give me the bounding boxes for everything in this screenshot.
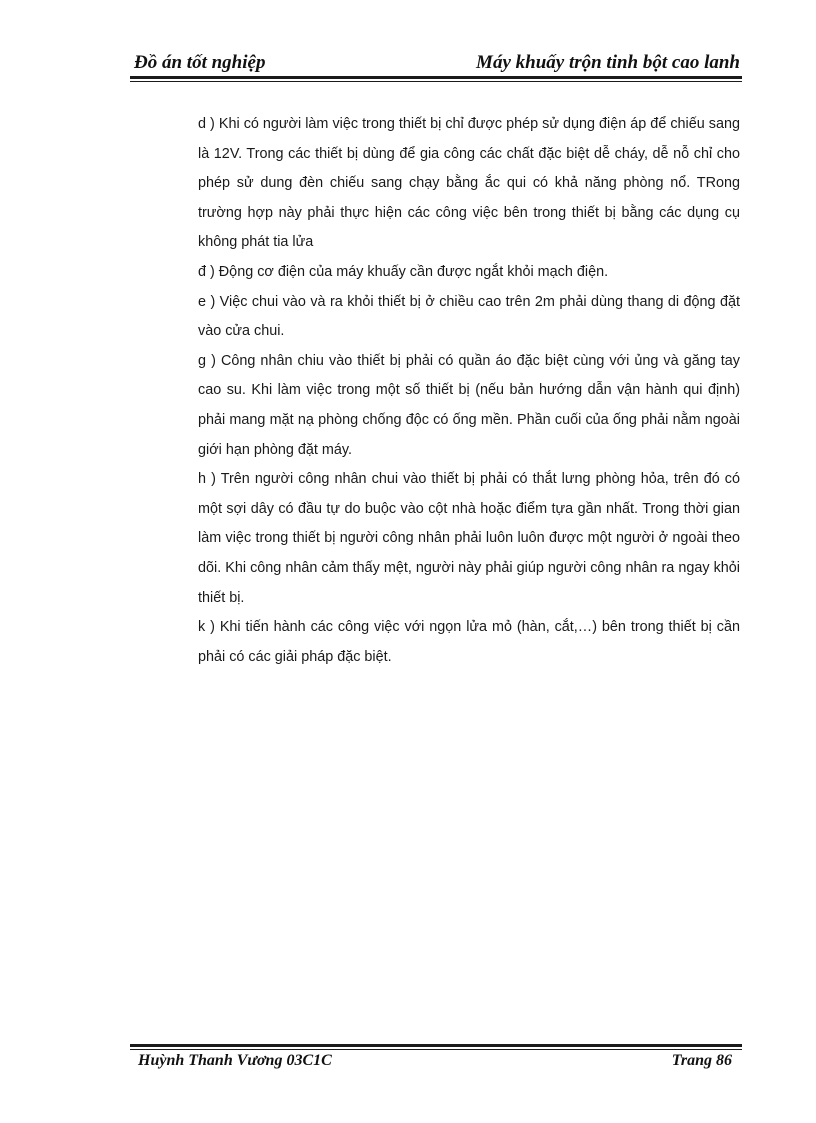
footer-rule-thick <box>130 1044 742 1047</box>
paragraph-g: g ) Công nhân chiu vào thiết bị phải có quần áo đặc biệt cùng với ủng và găng tay cao su. Khi làm việc trong một số thiết bị (nếu bản hướng dẫn vận hành qui định) phải mang mặt nạ phòng chống độc có ống mền. Phần cuối của ống phải nằm ngoài giới hạn phòng đặt máy. <box>198 352 740 458</box>
paragraph-e: e ) Việc chui vào và ra khỏi thiết bị ở chiều cao trên 2m phải dùng thang di động đặt vào cửa chui. <box>198 293 740 340</box>
paragraph-d: d ) Khi có người làm việc trong thiết bị chỉ được phép sử dụng điện áp để chiếu sang là 12V. Trong các thiết bị dùng để gia công các chất đặc biệt dễ cháy, dễ nỗ chỉ cho phép sử dung đèn chiếu sang chạy bằng ắc qui có khả năng phòng nổ. TRong trường hợp này phải thực hiện các công việc bên trong thiết bị bằng các dụng cụ không phát tia lửa <box>198 116 740 251</box>
paragraph-h: h ) Trên người công nhân chui vào thiết bị phải có thắt lưng phòng hỏa, trên đó có một sợi dây có đầu tự do buộc vào cột nhà hoặc điểm tựa gần nhất. Trong thời gian làm việc trong thiết bị người công nhân phải luôn luôn được một người ở ngoài theo dõi. Khi công nhân cảm thấy mệt, người này phải giúp người công nhân ra ngay khỏi thiết bị. <box>198 471 740 606</box>
footer-page-number: Trang 86 <box>671 1052 732 1069</box>
header-right-title: Máy khuấy trộn tinh bột cao lanh <box>476 52 740 73</box>
header-left-title: Đồ án tốt nghiệp <box>134 52 266 73</box>
paragraph-dd: đ ) Động cơ điện của máy khuấy cần được ngắt khỏi mạch điện. <box>198 263 609 280</box>
footer-author: Huỳnh Thanh Vương 03C1C <box>138 1052 332 1069</box>
header-rule-thick <box>130 76 742 79</box>
footer-rule-thin <box>130 1049 742 1050</box>
paragraph-k: k ) Khi tiến hành các công việc với ngọn lửa mỏ (hàn, cắt,…) bên trong thiết bị cần phải có các giải pháp đặc biệt. <box>198 619 740 665</box>
header-rule-thin <box>130 81 742 82</box>
body-text <box>198 110 740 672</box>
